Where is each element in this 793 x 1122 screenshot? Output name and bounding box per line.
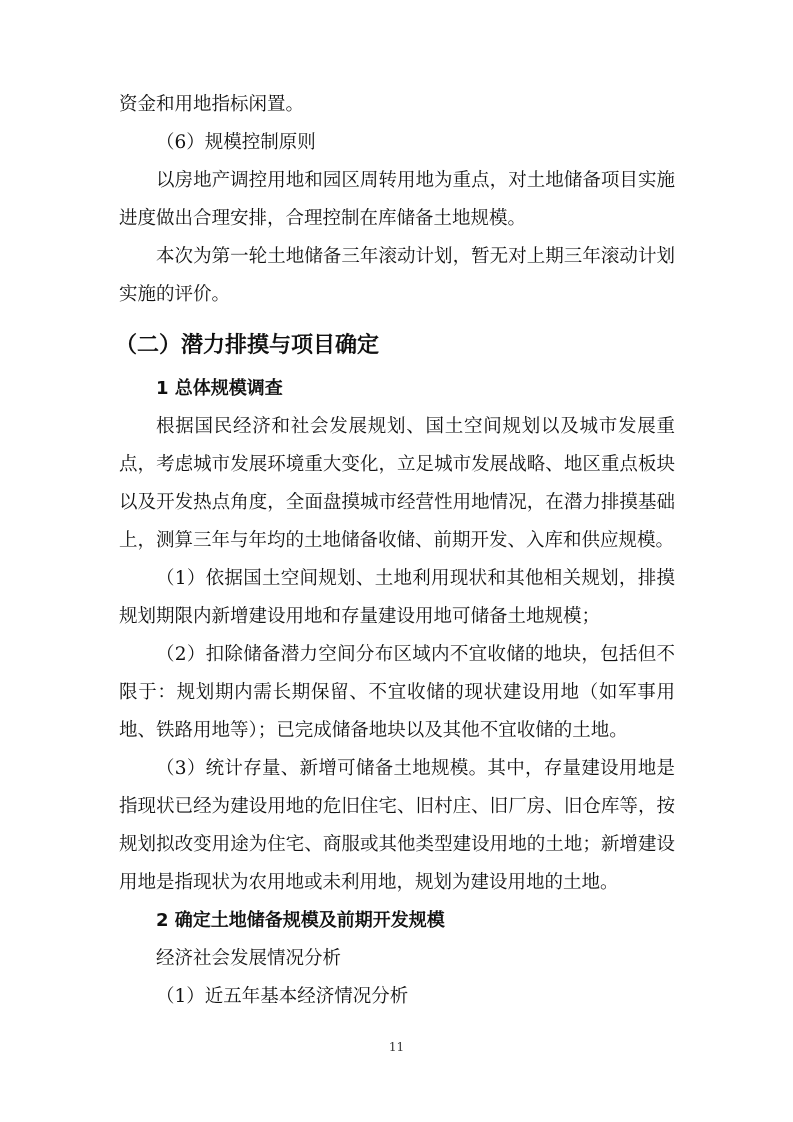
page-number: 11 [388, 1040, 405, 1054]
paragraph: 本次为第一轮土地储备三年滚动计划，暂无对上期三年滚动计划实施的评价。 [119, 246, 675, 305]
paragraph: 资金和用地指标闲置。 [119, 94, 305, 115]
section-heading: （二）潜力排摸与项目确定 [115, 333, 380, 358]
subsection-heading: 2 确定土地储备规模及前期开发规模 [156, 910, 445, 931]
paragraph: （1）依据国土空间规划、土地利用现状和其他相关规划，排摸规划期限内新增建设用地和存量建设用地可储备土地规模； [119, 568, 675, 627]
paragraph: （3）统计存量、新增可储备土地规模。其中，存量建设用地是指现状已经为建设用地的危旧住宅、旧村庄、旧厂房、旧仓库等，按规划拟改变用途为住宅、商服或其他类型建设用地的土地；新增建设用地是指现状为农用地或未利用地，规划为建设用地的土地。 [119, 758, 675, 893]
paragraph: （6）规模控制原则 [156, 132, 316, 153]
paragraph: （2）扣除储备潜力空间分布区域内不宜收储的地块，包括但不限于：规划期内需长期保留、不宜收储的现状建设用地（如军事用地、铁路用地等）；已完成储备地块以及其他不宜收储的土地。 [119, 644, 675, 741]
subsection-heading: 1 总体规模调查 [156, 378, 283, 399]
paragraph: 以房地产调控用地和园区周转用地为重点，对土地储备项目实施进度做出合理安排，合理控制在库储备土地规模。 [119, 170, 675, 229]
paragraph: 经济社会发展情况分析 [156, 948, 342, 969]
paragraph: （1）近五年基本经济情况分析 [156, 986, 409, 1007]
page-body [115, 86, 675, 1016]
paragraph: 根据国民经济和社会发展规划、国土空间规划以及城市发展重点，考虑城市发展环境重大变化，立足城市发展战略、地区重点板块以及开发热点角度，全面盘摸城市经营性用地情况，在潜力排摸基础上，测算三年与年均的土地储备收储、前期开发、入库和供应规模。 [119, 416, 675, 551]
